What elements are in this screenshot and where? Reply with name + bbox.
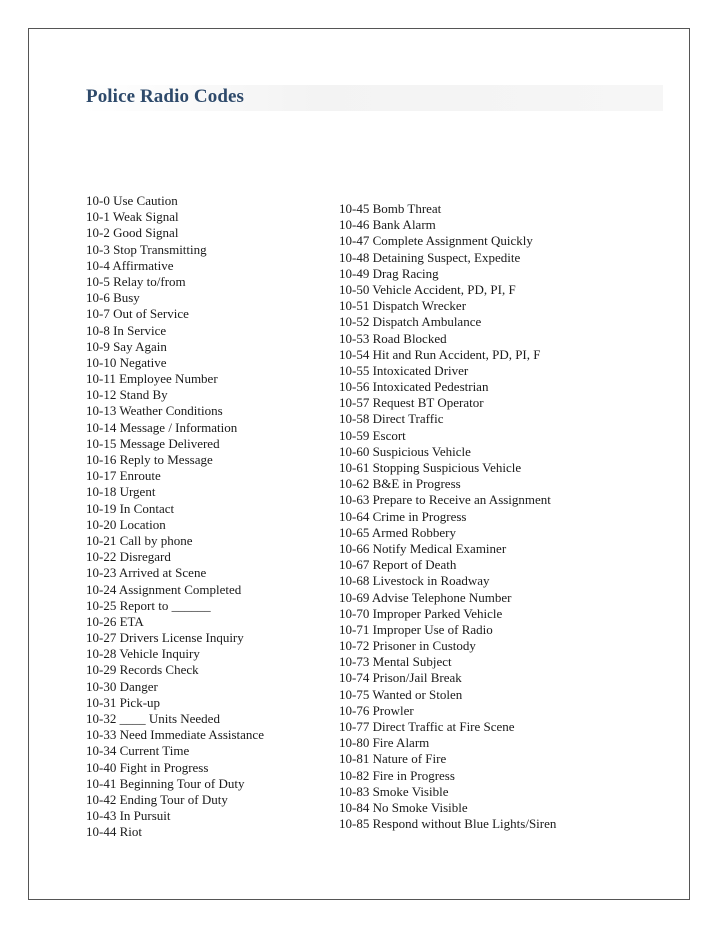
- code-item: 10-77 Direct Traffic at Fire Scene: [339, 719, 515, 734]
- code-item: 10-63 Prepare to Receive an Assignment: [339, 492, 551, 508]
- code-item: 10-60 Suspicious Vehicle: [339, 443, 471, 459]
- code-item: 10-48 Detaining Suspect, Expedite: [339, 249, 521, 265]
- code-item: 10-44 Riot: [86, 824, 142, 840]
- code-item: 10-49 Drag Racing: [339, 265, 439, 281]
- code-item: 10-25 Report to ______: [86, 597, 211, 613]
- code-item: 10-1 Weak Signal: [86, 209, 179, 225]
- code-item: 10-69 Advise Telephone Number: [339, 589, 512, 605]
- code-item: 10-81 Nature of Fire: [339, 751, 447, 767]
- code-item: 10-3 Stop Transmitting: [86, 241, 207, 257]
- code-item: 10-16 Reply to Message: [86, 452, 213, 467]
- code-item: 10-19 In Contact: [86, 500, 175, 516]
- code-item: 10-5 Relay to/from: [86, 273, 186, 289]
- code-list-right: [339, 201, 556, 832]
- code-item: 10-65 Armed Robbery: [339, 524, 456, 540]
- code-list-left: [86, 193, 264, 841]
- code-item: 10-10 Negative: [86, 354, 167, 370]
- code-item: 10-53 Road Blocked: [339, 330, 447, 346]
- code-item: 10-41 Beginning Tour of Duty: [86, 775, 245, 791]
- code-item: 10-61 Stopping Suspicious Vehicle: [339, 460, 522, 475]
- code-item: 10-29 Records Check: [86, 662, 199, 678]
- code-item: 10-55 Intoxicated Driver: [339, 362, 469, 378]
- code-item: 10-46 Bank Alarm: [339, 217, 436, 233]
- page-frame: [28, 28, 690, 900]
- code-item: 10-27 Drivers License Inquiry: [86, 630, 244, 646]
- code-item: 10-72 Prisoner in Custody: [339, 638, 476, 654]
- code-item: 10-76 Prowler: [339, 702, 414, 718]
- code-item: 10-56 Intoxicated Pedestrian: [339, 379, 489, 395]
- code-item: 10-82 Fire in Progress: [339, 767, 455, 783]
- code-item: 10-30 Danger: [86, 678, 158, 694]
- code-item: 10-6 Busy: [86, 290, 140, 306]
- code-item: 10-4 Affirmative: [86, 257, 174, 273]
- code-item: 10-24 Assignment Completed: [86, 581, 242, 597]
- code-item: 10-33 Need Immediate Assistance: [86, 727, 264, 743]
- code-item: 10-50 Vehicle Accident, PD, PI, F: [339, 281, 516, 297]
- code-item: 10-74 Prison/Jail Break: [339, 670, 462, 686]
- code-item: 10-83 Smoke Visible: [339, 783, 449, 799]
- code-item: 10-9 Say Again: [86, 338, 167, 354]
- code-item: 10-8 In Service: [86, 322, 167, 338]
- code-item: 10-7 Out of Service: [86, 306, 189, 322]
- code-item: 10-66 Notify Medical Examiner: [339, 540, 507, 556]
- code-item: 10-68 Livestock in Roadway: [339, 573, 490, 589]
- page-title: Police Radio Codes: [86, 86, 245, 107]
- code-item: 10-47 Complete Assignment Quickly: [339, 233, 533, 249]
- code-item: 10-14 Message / Information: [86, 419, 238, 435]
- code-item: 10-73 Mental Subject: [339, 654, 452, 670]
- code-item: 10-71 Improper Use of Radio: [339, 621, 493, 637]
- code-item: 10-70 Improper Parked Vehicle: [339, 605, 503, 621]
- code-item: 10-45 Bomb Threat: [339, 201, 442, 216]
- code-item: 10-85 Respond without Blue Lights/Siren: [339, 816, 557, 832]
- code-item: 10-84 No Smoke Visible: [339, 799, 468, 815]
- code-item: 10-18 Urgent: [86, 484, 156, 500]
- code-item: 10-57 Request BT Operator: [339, 395, 484, 411]
- code-item: 10-32 ____ Units Needed: [86, 711, 220, 726]
- code-item: 10-13 Weather Conditions: [86, 403, 223, 419]
- code-item: 10-31 Pick-up: [86, 694, 161, 710]
- code-item: 10-64 Crime in Progress: [339, 508, 467, 524]
- code-item: 10-23 Arrived at Scene: [86, 565, 207, 581]
- code-item: 10-62 B&E in Progress: [339, 476, 461, 492]
- code-item: 10-15 Message Delivered: [86, 435, 220, 451]
- code-item: 10-59 Escort: [339, 427, 406, 443]
- code-item: 10-67 Report of Death: [339, 557, 457, 573]
- code-item: 10-0 Use Caution: [86, 193, 178, 208]
- code-item: 10-54 Hit and Run Accident, PD, PI, F: [339, 346, 541, 362]
- code-item: 10-22 Disregard: [86, 549, 171, 565]
- code-item: 10-52 Dispatch Ambulance: [339, 314, 482, 330]
- code-item: 10-28 Vehicle Inquiry: [86, 646, 200, 662]
- code-item: 10-51 Dispatch Wrecker: [339, 298, 467, 314]
- code-item: 10-12 Stand By: [86, 387, 168, 403]
- code-item: 10-34 Current Time: [86, 743, 190, 759]
- code-item: 10-75 Wanted or Stolen: [339, 686, 463, 702]
- code-item: 10-42 Ending Tour of Duty: [86, 791, 228, 807]
- code-item: 10-40 Fight in Progress: [86, 759, 209, 775]
- code-item: 10-17 Enroute: [86, 468, 161, 484]
- code-item: 10-80 Fire Alarm: [339, 735, 430, 751]
- code-item: 10-43 In Pursuit: [86, 808, 171, 824]
- code-item: 10-58 Direct Traffic: [339, 411, 444, 427]
- code-item: 10-26 ETA: [86, 613, 144, 629]
- code-item: 10-2 Good Signal: [86, 225, 179, 241]
- code-item: 10-20 Location: [86, 516, 166, 532]
- code-item: 10-11 Employee Number: [86, 371, 218, 387]
- code-item: 10-21 Call by phone: [86, 532, 193, 548]
